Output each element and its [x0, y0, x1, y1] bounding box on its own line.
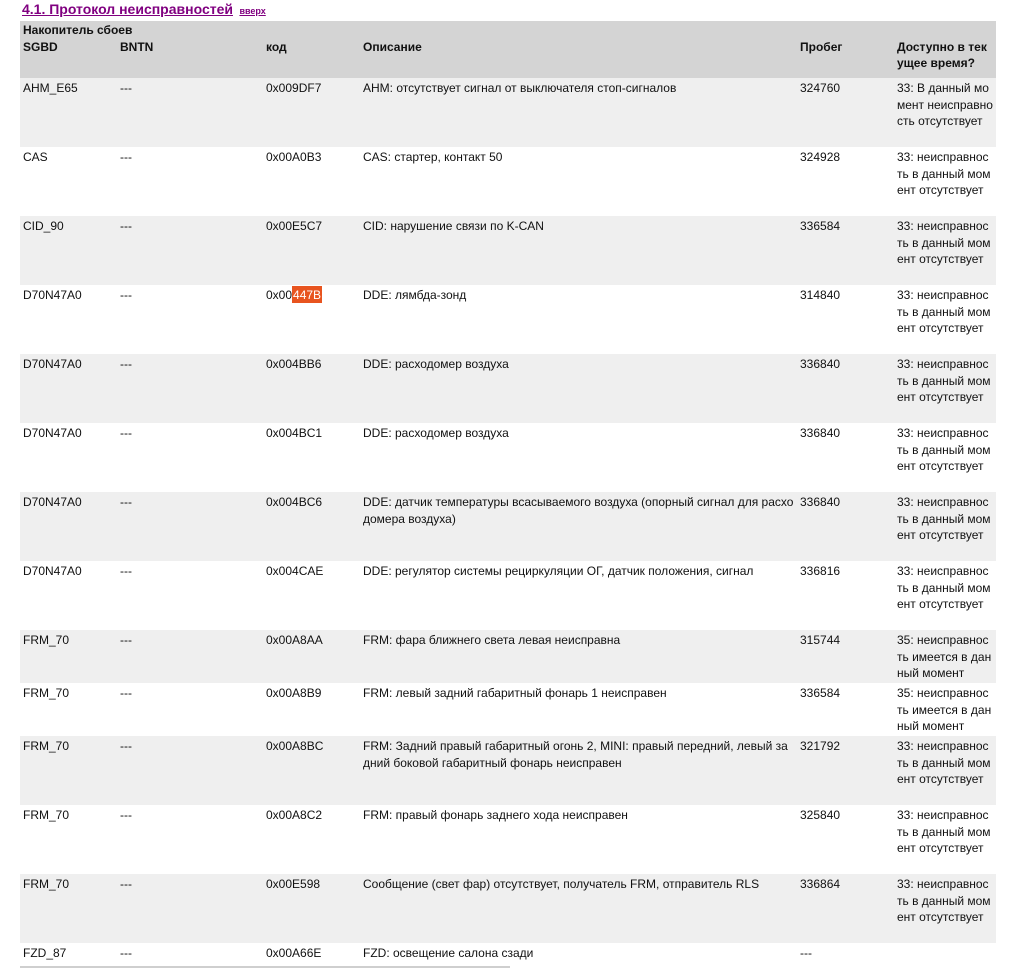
- cell-description: DDE: датчик температуры всасываемого воздуха (опорный сигнал для расходомера воздуха): [360, 492, 797, 561]
- cell-bntn: ---: [117, 147, 263, 216]
- cell-bntn: ---: [117, 736, 263, 805]
- cell-available: 33: неисправность в данный момент отсутствует: [894, 216, 996, 285]
- cell-mileage: 336584: [797, 683, 894, 736]
- cell-code: 0x00A8BC: [263, 736, 360, 805]
- cell-mileage: 321792: [797, 736, 894, 805]
- cell-available: 33: неисправность в данный момент отсутствует: [894, 354, 996, 423]
- cell-available: 33: неисправность в данный момент отсутствует: [894, 561, 996, 630]
- cell-mileage: 336840: [797, 423, 894, 492]
- cell-description: DDE: регулятор системы рециркуляции ОГ, датчик положения, сигнал: [360, 561, 797, 630]
- cell-bntn: ---: [117, 943, 263, 966]
- cell-available: 33: неисправность в данный момент отсутствует: [894, 285, 996, 354]
- column-header-description: Описание: [360, 38, 797, 78]
- cell-code: 0x00A8AA: [263, 630, 360, 683]
- cell-mileage: ---: [797, 943, 894, 966]
- cell-description: DDE: лямбда-зонд: [360, 285, 797, 354]
- cell-code: 0x00A8C2: [263, 805, 360, 874]
- cell-sgbd: FRM_70: [20, 736, 117, 805]
- table-row: [20, 354, 996, 423]
- cell-available: 33: неисправность в данный момент отсутствует: [894, 147, 996, 216]
- table-row: [20, 285, 996, 354]
- cell-sgbd: FRM_70: [20, 874, 117, 943]
- cell-sgbd: FZD_87: [20, 943, 117, 966]
- cell-sgbd: FRM_70: [20, 630, 117, 683]
- code-prefix: 0x00: [266, 288, 293, 302]
- cell-code: 0x004CAE: [263, 561, 360, 630]
- column-header-available: Доступно в текущее время?: [894, 38, 996, 78]
- cell-sgbd: FRM_70: [20, 683, 117, 736]
- column-header-bntn: BNTN: [117, 38, 263, 78]
- table-row: [20, 874, 996, 943]
- cell-bntn: ---: [117, 492, 263, 561]
- section-title-link[interactable]: 4.1. Протокол неисправностей: [22, 1, 233, 17]
- cell-description: DDE: расходомер воздуха: [360, 423, 797, 492]
- cell-available: 35: неисправность имеется в данный момент: [894, 683, 996, 736]
- cell-available: 33: неисправность в данный момент отсутствует: [894, 874, 996, 943]
- cell-bntn: ---: [117, 683, 263, 736]
- cell-sgbd: FRM_70: [20, 805, 117, 874]
- cell-description: Сообщение (свет фар) отсутствует, получатель FRM, отправитель RLS: [360, 874, 797, 943]
- table-row: [20, 423, 996, 492]
- back-to-top-link[interactable]: вверх: [239, 6, 266, 16]
- fault-memory-table: [20, 21, 996, 966]
- cell-available: 33: неисправность в данный момент отсутствует: [894, 736, 996, 805]
- table-row: [20, 943, 996, 966]
- cell-code: 0x004BC6: [263, 492, 360, 561]
- cell-code: [263, 285, 360, 354]
- column-header-code: код: [263, 38, 360, 78]
- cell-bntn: ---: [117, 78, 263, 147]
- column-header-mileage: Пробег: [797, 38, 894, 78]
- table-caption-row: [20, 21, 996, 38]
- cell-bntn: ---: [117, 805, 263, 874]
- cell-bntn: ---: [117, 354, 263, 423]
- cell-sgbd: D70N47A0: [20, 354, 117, 423]
- cell-description: AHM: отсутствует сигнал от выключателя стоп-сигналов: [360, 78, 797, 147]
- cell-sgbd: CID_90: [20, 216, 117, 285]
- cell-bntn: ---: [117, 630, 263, 683]
- cell-code: 0x009DF7: [263, 78, 360, 147]
- cell-available: 33: В данный момент неисправность отсутствует: [894, 78, 996, 147]
- search-highlight: 447B: [293, 288, 322, 302]
- cell-mileage: 314840: [797, 285, 894, 354]
- cell-available: [894, 943, 996, 966]
- cell-mileage: 336840: [797, 492, 894, 561]
- table-caption: Накопитель сбоев: [20, 21, 996, 38]
- cell-mileage: 336864: [797, 874, 894, 943]
- column-header-sgbd: SGBD: [20, 38, 117, 78]
- cell-description: FRM: левый задний габаритный фонарь 1 неисправен: [360, 683, 797, 736]
- cell-description: FRM: правый фонарь заднего хода неисправен: [360, 805, 797, 874]
- section-heading: [22, 1, 266, 21]
- cell-code: 0x00E5C7: [263, 216, 360, 285]
- cell-mileage: 315744: [797, 630, 894, 683]
- cell-available: 33: неисправность в данный момент отсутствует: [894, 805, 996, 874]
- cell-sgbd: D70N47A0: [20, 285, 117, 354]
- cell-sgbd: D70N47A0: [20, 561, 117, 630]
- cell-code: 0x00A0B3: [263, 147, 360, 216]
- cell-sgbd: D70N47A0: [20, 492, 117, 561]
- table-header-row: [20, 38, 996, 78]
- cell-code: 0x004BB6: [263, 354, 360, 423]
- cell-code: 0x004BC1: [263, 423, 360, 492]
- cell-mileage: 336584: [797, 216, 894, 285]
- cell-description: FRM: Задний правый габаритный огонь 2, MINI: правый передний, левый задний боковой габаритный фонарь неисправен: [360, 736, 797, 805]
- page-divider: [20, 966, 510, 968]
- cell-mileage: 324760: [797, 78, 894, 147]
- cell-sgbd: AHM_E65: [20, 78, 117, 147]
- table-row: [20, 492, 996, 561]
- cell-bntn: ---: [117, 561, 263, 630]
- cell-mileage: 324928: [797, 147, 894, 216]
- cell-mileage: 336840: [797, 354, 894, 423]
- table-row: [20, 805, 996, 874]
- table-row: [20, 630, 996, 683]
- cell-available: 33: неисправность в данный момент отсутствует: [894, 423, 996, 492]
- table-row: [20, 216, 996, 285]
- table-row: [20, 78, 996, 147]
- table-row: [20, 736, 996, 805]
- cell-sgbd: D70N47A0: [20, 423, 117, 492]
- cell-description: CID: нарушение связи по K-CAN: [360, 216, 797, 285]
- table-row: [20, 147, 996, 216]
- cell-bntn: ---: [117, 285, 263, 354]
- cell-code: 0x00A8B9: [263, 683, 360, 736]
- cell-bntn: ---: [117, 423, 263, 492]
- cell-mileage: 325840: [797, 805, 894, 874]
- cell-available: 35: неисправность имеется в данный момент: [894, 630, 996, 683]
- cell-sgbd: CAS: [20, 147, 117, 216]
- cell-description: FRM: фара ближнего света левая неисправна: [360, 630, 797, 683]
- cell-available: 33: неисправность в данный момент отсутствует: [894, 492, 996, 561]
- cell-code: 0x00E598: [263, 874, 360, 943]
- cell-bntn: ---: [117, 874, 263, 943]
- cell-bntn: ---: [117, 216, 263, 285]
- cell-description: FZD: освещение салона сзади: [360, 943, 797, 966]
- cell-mileage: 336816: [797, 561, 894, 630]
- cell-code: 0x00A66E: [263, 943, 360, 966]
- cell-description: CAS: стартер, контакт 50: [360, 147, 797, 216]
- table-row: [20, 561, 996, 630]
- cell-description: DDE: расходомер воздуха: [360, 354, 797, 423]
- table-row: [20, 683, 996, 736]
